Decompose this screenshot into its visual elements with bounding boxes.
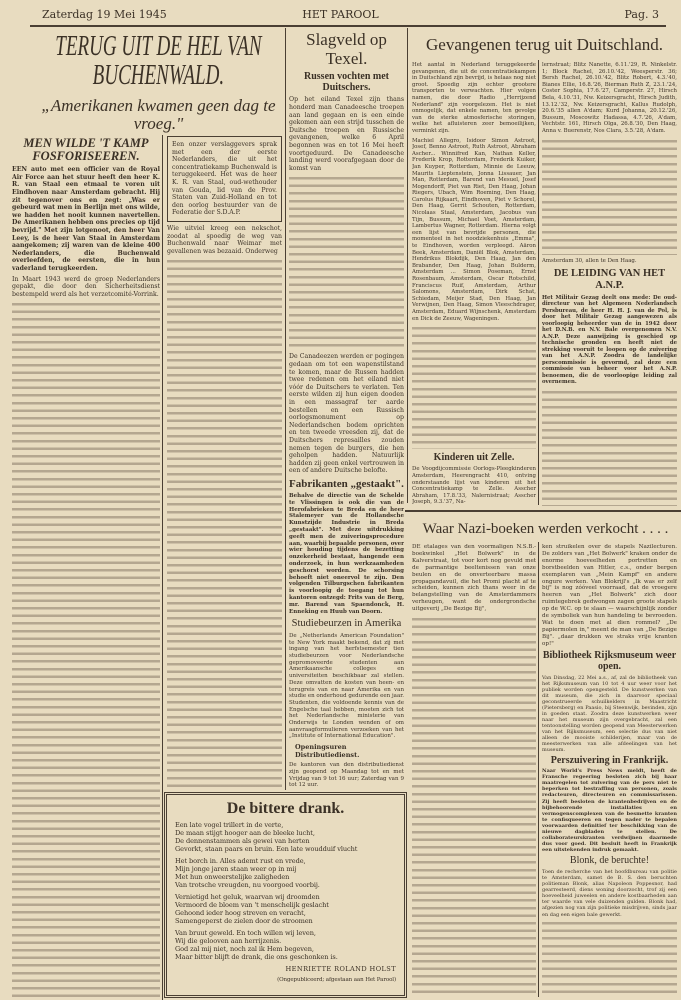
poem-stanza bbox=[175, 929, 396, 961]
kamp-section-heading: MEN WILDE 'T KAMP FOSFORISEEREN. bbox=[23, 137, 149, 164]
gevangenen-col2: lernstraat; Blitz Nanette, 6.11.'29, R. Ninkelstr. 1; Block Rachel, 26.10.'42, Weesperstr. 36; Bersh Rachel, 26.10.'42, Blitz Robert, 4.3.'40, Bianes Ellie, 16.8.'26, Bierman Ruth Z, 23.1.'24, Coster Sophia, 17.6.'27, Camperstr. 27, Hirsch Bela, 4.10.'31, Nw. Keizersgracht, Hirsch Judith, 13.12.'32, Nw. Keizersgracht, Kallus Rudolph, 20.6.'35 allen A'dam; Kurd Johanna, 20.12.'26, Bussum, Moscowitz Hadassa, 4.7.'26, A'dam, Vechtstr. 161, Hirsch Olga, 26.8.'30, Den Haag, Anna v. Buerenstr, Nos Clara, 3.5.'28, A'dam. bbox=[542, 62, 677, 134]
poem-box bbox=[164, 792, 407, 998]
article-text-column bbox=[542, 920, 677, 998]
poem-line: Gehoond ieder hoog streven en veracht, bbox=[175, 908, 306, 917]
buchenwald-subhead: „Amerikanen kwamen geen dag te vroeg." bbox=[41, 96, 276, 133]
newspaper-name: HET PAROOL bbox=[302, 8, 379, 21]
poem-line: Samengeperst de zielen door de stroomen bbox=[175, 916, 313, 925]
gevangenen-lead: Het aantal in Nederland teruggekeerde gevangenen, die uit de concentratiekampen in Duitschland zijn bevrijd, is helaas nog niet groot. Spoedig zijn echter grootere transporten te verwachten. Hier volgen namen, die door Radio „Herrijzend Nederland" zijn voorgelezen. Het is niet onmogelijk, dat enkele namen, ten gevolge van de sterke atmosferische storingen, welke het afluisteren zeer bemoeilijken, verminkt zijn. bbox=[412, 62, 536, 134]
article-text-column bbox=[542, 138, 677, 255]
nazi-boeken-col1: DE etalages van den voormaligen N.S.B.-boekwinkel „Het Bolwerk" in de Kalverstraat, tot voor kort nog gevuld met de parmantige beeltenissen van onze beulen en de onverteerbare massa propagandavuil, die het Promi placht af te scheiden, kunnen zich thans weer in de belangstelling van de Amsterdammers verheugen, want de ondergrondsche uitgeverij „De Bezige Bij", bbox=[412, 544, 536, 613]
blonk-headline: Blonk, de beruchte! bbox=[569, 855, 650, 867]
article-text-column bbox=[412, 616, 536, 997]
issue-date: Zaterdag 19 Mei 1945 bbox=[42, 8, 167, 21]
article-text-column bbox=[412, 325, 536, 449]
gevangenen-headline: Gevangenen terug uit Duitschland. bbox=[426, 35, 663, 54]
column-a bbox=[12, 137, 160, 997]
poem-line: Gevorkt, staan paars en bruin. Een late woudduif vlucht bbox=[175, 844, 358, 853]
column-nazi-2 bbox=[542, 544, 677, 998]
gevangenen-names: Machiel Allegro, Isidoor Simon Astroot, Josef, Benno Astroot, Ruth Astroot, Abraham Ascher... Winnifred Kan, Nathan Keller, Frederik Krop, Rotterdam, Frederik Kuiker, Jan Kuyper, Rotterdam, Minnie de Leeuw, Maurits Lieptenstein, Jonna Lissauer, Jan Man, Rotterdam, Barend van Mesuel, Josef Mogendorff, Piet van Riet, Den Haag, Johan Riegers, Ubach, Wim Roeming, Den Haag, Carolus Rijkaart, Eindhoven, Piet v Schorel, Den Haag, Gerrit Schouten, Rotterdam, Nicolaas Staal, Amsterdam, Jacobus van Tijn, Bussum, Michael Voet, Amsterdam, Lambertus Wagner, Rotterdam. Hierna volgt een lijst van bevrijde personen, die momenteel in het noodziekenhuis „Emma", te Eindhoven, worden verpleegd. Aäron Beek, Amsterdam, Daniël Blok, Amsterdam, Hendrikus Blokdijk, Den Haag, Jan den Brabander, Den Haag, Johan Bulderm, Amsterdam ... Simon Poseman, Ernst Rosenbaum, Amsterdam, Oscar Rotschild, Franciscus Ruif, Amsterdam, Arthur Salomons, Amsterdam, Dirk Schat, Schiedam, Meijer Stad, Den Haag, Jan Verwijnen, Den Haag, Simon Vleeschdrager, Amsterdam, Eduard Wijnschenk, Amsterdam en Dick de Zeeuw, Wageningen. bbox=[412, 137, 536, 322]
nazi-boeken-headline: Waar Nazi-boeken werden verkocht . . . . bbox=[422, 521, 669, 537]
studiebeurzen-text: De „Netherlands American Foundation" te New York maakt bekend, dat zij met ingang van het herfstsemester tien studiebeurzen voor Nederlandsche gepromoveerde studenten aan Amerikaansche colleges en universiteiten beschikbaar zal stellen. Deze omvatten de kosten van heen- en terugreis van en naar Amerika en van studie en onderhoud gedurende een jaar. Studenten, die voldoende kennis van de Engelsche taal hebben, moeten zich tot het Nederlandsche ministerie van Onderwijs te Londen wenden of om aanvraagformulieren verzoeken van het „Institute of International Education". bbox=[289, 632, 404, 740]
poem-stanza bbox=[175, 893, 396, 925]
poem-line: Met hun onweerstelijke zaligheden bbox=[175, 872, 290, 881]
texel-headline: Slagveld op Texel. bbox=[306, 31, 387, 68]
buchenwald-headline-wrap bbox=[36, 32, 281, 94]
poem-stanza bbox=[175, 857, 396, 889]
poem-line: Wij die gelooven aan herrijzenis. bbox=[175, 936, 282, 945]
fabrikanten-text: Behalve de directie van de Schelde te Vlissingen is ook die van de Herofabrieken te Breda en de heer Stalemeyer van de Hollandsche Kunstzijde Industrie in Breda „gestaakt". Met deze uitdrukking geeft men de zuiveringsprocedure aan, waarbij bepaalde personen, over wier houding tijdens de bezetting onzekerheid bestaat, hangende een onderzoek, in hun werkzaamheden geschorst worden. De schorsing behoeft niet oneervol te zijn. Den volgenden Tilburgschen fabrikanten is voorloopig de toegang tot hun kantoren ontzegd: Frits van de Berg, mr. Barend van Spaendonck, H. Enneking en Huub van Doorn. bbox=[289, 493, 404, 615]
poem-line: Maar bitter blijft de drank, die ons geschonken is. bbox=[175, 952, 338, 961]
article-text-column bbox=[289, 175, 404, 350]
column-gevangenen-2 bbox=[542, 62, 677, 506]
article-text-column bbox=[12, 301, 160, 997]
buchenwald-paragraph: In Maart 1943 werd de groep Nederlanders gepakt, die door den Sicherheitsdienst bestempeld werd als het verzetcomité-Vorrink. bbox=[12, 275, 160, 298]
rijksmuseum-text: Van Dinsdag, 22 Mei a.s., af, zal de bibliotheek van het Rijksmuseum van 10 tot 4 uur weer voor het publiek worden opengesteld. De kunstwerken van dit museum, die zich in daarvoor speciaal geconstrueerde schuilkelders in Maastricht (Pietersberg) en Paasio, bij Steenwijk, bevinden, zijn in goeden staat. Zoodra deze kunstwerken weer naar het museum zijn overgebracht, zal een tentoonstelling worden geopend van Meesterwerken van het Rijksmuseum, een selectie dus van niet alleen de mooiste schilderijen, maar van de meesterwerken van alle afdeelingen van het museum. bbox=[542, 674, 677, 753]
blonk-text: Toen de recherche van het hoofdbureau van politie te Amsterdam, samet de B. S. den beruchten politieman Blonk, alias Napoleon Poppesnor, had gearresteerd, diens woning doorzocht, trof zij een hoeveelheid juweelen en andere kostbaarheden aan ter waarde van vele duizenden gulden. Blonk had, afgezien nog van zijn politieke misdrijven, sinds jaar en dag een eigen bale gewerkt. bbox=[542, 868, 677, 918]
anp-text: Het Militair Gezag deelt ons mede: De oud-directeur van het Algemeen Nederlandsch Persbureau, de heer H. H. J. van de Pol, is door het Militair Gezag aangewezen als voorloopig beheerder van de in 1942 door het D.N.B. en N.V. Bale overgenomen N.V. A.N.P. Deze aanwijzing is geschied op technische gronden en heeft niet de strekking vooruit te loopen op de zuivering van het A.N.P. Zoodra de landelijke perscommissie is gevormd, zal deze een commissie van beheer voor het A.N.P. benoemen, die de voorloopige leiding zal overnemen. bbox=[542, 294, 677, 386]
buchenwald-col2: Wie uitviel kreeg een nekschot, zoodat al spoedig de weg van Buchenwald naar Weimar met gevallenen was bezaaid. Onderweg bbox=[167, 224, 282, 255]
nazi-boeken-col2: ken struikelen over de stapels Nazilecturen. De zolders van „Het Bolwerk" kraken onder de enorme hoeveelheden portretten en borstbeelden van Hitler, c.s., onder bergen exemplaren van „Mein Kampf" en andere ongure werken. Van Blokrijl's „Ik was er zelf bij" is nog zóóveel voorraad, dat de vroegere heeren van „Het Bolwerk" zich door ruimtegebrek gedwongen zagen groote stapels op de W.C. op te slaan — waarschijnlijk zonder de symboliek van hun handeling te bevroeden. Wat te doen met al dien rommel? „De papiermolen in," meent de man van „De Bezige Bij". „daar drukken we straks vrije kranten op!" bbox=[542, 544, 677, 647]
studiebeurzen-headline: Studiebeurzen in Amerika bbox=[291, 618, 402, 630]
distributie-text: De kantoren van den distributiedienst zijn geopend op Maandag tot en met Vrijdag van 9 tot 16 uur; Zaterdag van 9 tot 12 uur. bbox=[289, 762, 404, 789]
poem-line: Een late vogel trillert in de verte, bbox=[175, 820, 284, 829]
poem-author: HENRIETTE ROLAND HOLST bbox=[285, 964, 396, 973]
intro-box-text: Een onzer verslaggevers sprak met een der eerste Nederlanders, die uit het concentratiekamp Buchenwald is teruggekeerd. Het was de heer K. R. van Staal, oud-wethouder van Gouda, lid van de Prov. Staten van Zuid-Holland en tot den oorlog bestuurder van de Federatie der S.D.A.P. bbox=[172, 141, 277, 217]
poem-line: God zal mij niet, noch zal ik Hem begeven, bbox=[175, 944, 314, 953]
poem-line: Het borch in. Alles ademt rust en vrede, bbox=[175, 856, 306, 865]
column-rule bbox=[538, 542, 539, 997]
anp-headline: DE LEIDING VAN HET A.N.P. bbox=[553, 267, 666, 291]
rijksmuseum-headline: Bibliotheek Rijksmuseum weer open. bbox=[542, 649, 677, 673]
page-number: Pag. 3 bbox=[624, 8, 659, 21]
perszuivering-text: Naar World's Press News meldt, heeft de Fransche regeering besloten zich bij haar maatregelen tot zuivering van de pers niet te beperken tot bestraffing van personen, zoals redacteuren, directeuren en commissarissen. Zij heeft besloten de krantenbedrijven en de bijbehoorende installaties en vermogenscomplexen van de besmette kranten te confisqueeren en tegen nader te bepalen voorwaarden definitief ter beschikking van de nieuwe dagbladen te stellen. De collaborateurskranten verdwijnen daarmede dus voor goed. Dit besluit heeft in Frankrijk een uitstekenden indruk gemaakt. bbox=[542, 768, 677, 854]
gevangenen-col2-end: Amsterdam 30, allen te Den Haag. bbox=[542, 257, 637, 264]
column-gevangenen-1 bbox=[412, 62, 536, 506]
poem-title: De bittere drank. bbox=[226, 800, 345, 817]
texel-lead: Op het eiland Texel zijn thans honderd man Canadeesche troepen aan land gegaan en is een einde gekomen aan een strijd tusschen de Duitsche troepen en Russische gevangenen, welke 6 April begonnen was en tot 16 Mei heeft voortgeduurd. De Canadeesche landing werd voorafgegaan door de komst van bbox=[289, 96, 404, 172]
column-rule bbox=[285, 28, 286, 790]
column-middle bbox=[289, 31, 404, 789]
poem-stanzas bbox=[175, 821, 396, 961]
poem-line: Mijn jonge jaren staan weer op in mij bbox=[175, 864, 297, 873]
poem-line: Van trotsche vreugden, nu voorgoed voorbij. bbox=[175, 880, 320, 889]
masthead-rule bbox=[30, 25, 666, 27]
zelle-headline: Kinderen uit Zelle. bbox=[433, 452, 515, 464]
intro-box bbox=[167, 136, 282, 222]
article-text-column bbox=[542, 389, 677, 506]
column-rule bbox=[162, 135, 163, 1000]
zelle-text: De Voogdijcommissie Oorlogs-Pleegkinderen Amsterdam, Heerengracht 410, ontving onderstaande lijst van kinderen uit het Concentratiekamp te Zelle. Asscher Abraham, 17.8.'33, Nalernistraat; Asscher Joseph, 9.3.'37, Na- bbox=[412, 466, 536, 506]
poem-stanza bbox=[175, 821, 396, 853]
poem-line: De dennenstammen als gewei van herten bbox=[175, 836, 310, 845]
article-text-column bbox=[167, 258, 282, 788]
poem-line: Vernietigd het geluk, waarvan wij droomden bbox=[175, 892, 320, 901]
fabrikanten-headline: Fabrikanten „gestaakt". bbox=[289, 477, 404, 490]
section-rule bbox=[405, 510, 681, 512]
column-rule bbox=[538, 60, 539, 505]
column-rule bbox=[407, 28, 408, 503]
distributie-heading: Openingsuren Distributiedienst. bbox=[295, 743, 360, 760]
buchenwald-lead: EEN auto met een officier van de Royal Air Force aan het stuur heeft den heer K. R. van Staal een etmaal te voren uit Eindhoven naar Amsterdam gebracht. Hij zit tegenover ons en zegt: „Was er gebeurd wat men in Berlijn met ons wilde, we hadden het nooit kunnen navertellen. De Amerikanen hebben ons precies op tijd bevrijd." Met zijn lotgenoot, den heer Van Leey, is de heer Van Staal in Amsterdam aangekomen; zij waren van de kleine 400 Nederlanders, die Buchenwald overleefden, de eersten, die in hun vaderland terugkeerden. bbox=[12, 166, 160, 272]
texel-subhead: Russen vochten met Duitschers. bbox=[304, 71, 389, 94]
poem-line: De maan stijgt hooger aan de bleeke lucht, bbox=[175, 828, 315, 837]
column-b bbox=[167, 136, 282, 788]
perszuivering-headline: Perszuivering in Frankrijk. bbox=[550, 754, 669, 766]
column-nazi-1 bbox=[412, 544, 536, 997]
poem-line: Vermoord de bloem van 't menschelijk geslacht bbox=[175, 900, 329, 909]
texel-end: De Canadeezen werden er pogingen gedaan om tot een wapenstilstand te komen, maar de Russen hadden twee redenen om het eiland niet vóór de Duitschers te verlaten. Ten eerste wilden zij hun eigen dooden in een massagraf ter aarde bestellen en een Russisch oorlogsmonument op Nederlandschen bodem oprichten en ten tweede vreesden zij, dat de Duitschers represailles zouden nemen tegen de burgers, die hen geholpen hadden. Natuurlijk hadden zij geen enkel vertrouwen in een of andere Duitsche belofte. bbox=[289, 353, 404, 475]
buchenwald-headline: TERUG UIT DE HEL VAN BUCHENWALD. bbox=[55, 31, 262, 92]
poem-credit: (Ongepubliceerd; afgestaan aan Het Parool) bbox=[277, 976, 396, 983]
poem-line: Van bruut geweld. En toch willen wij leven, bbox=[175, 928, 316, 937]
